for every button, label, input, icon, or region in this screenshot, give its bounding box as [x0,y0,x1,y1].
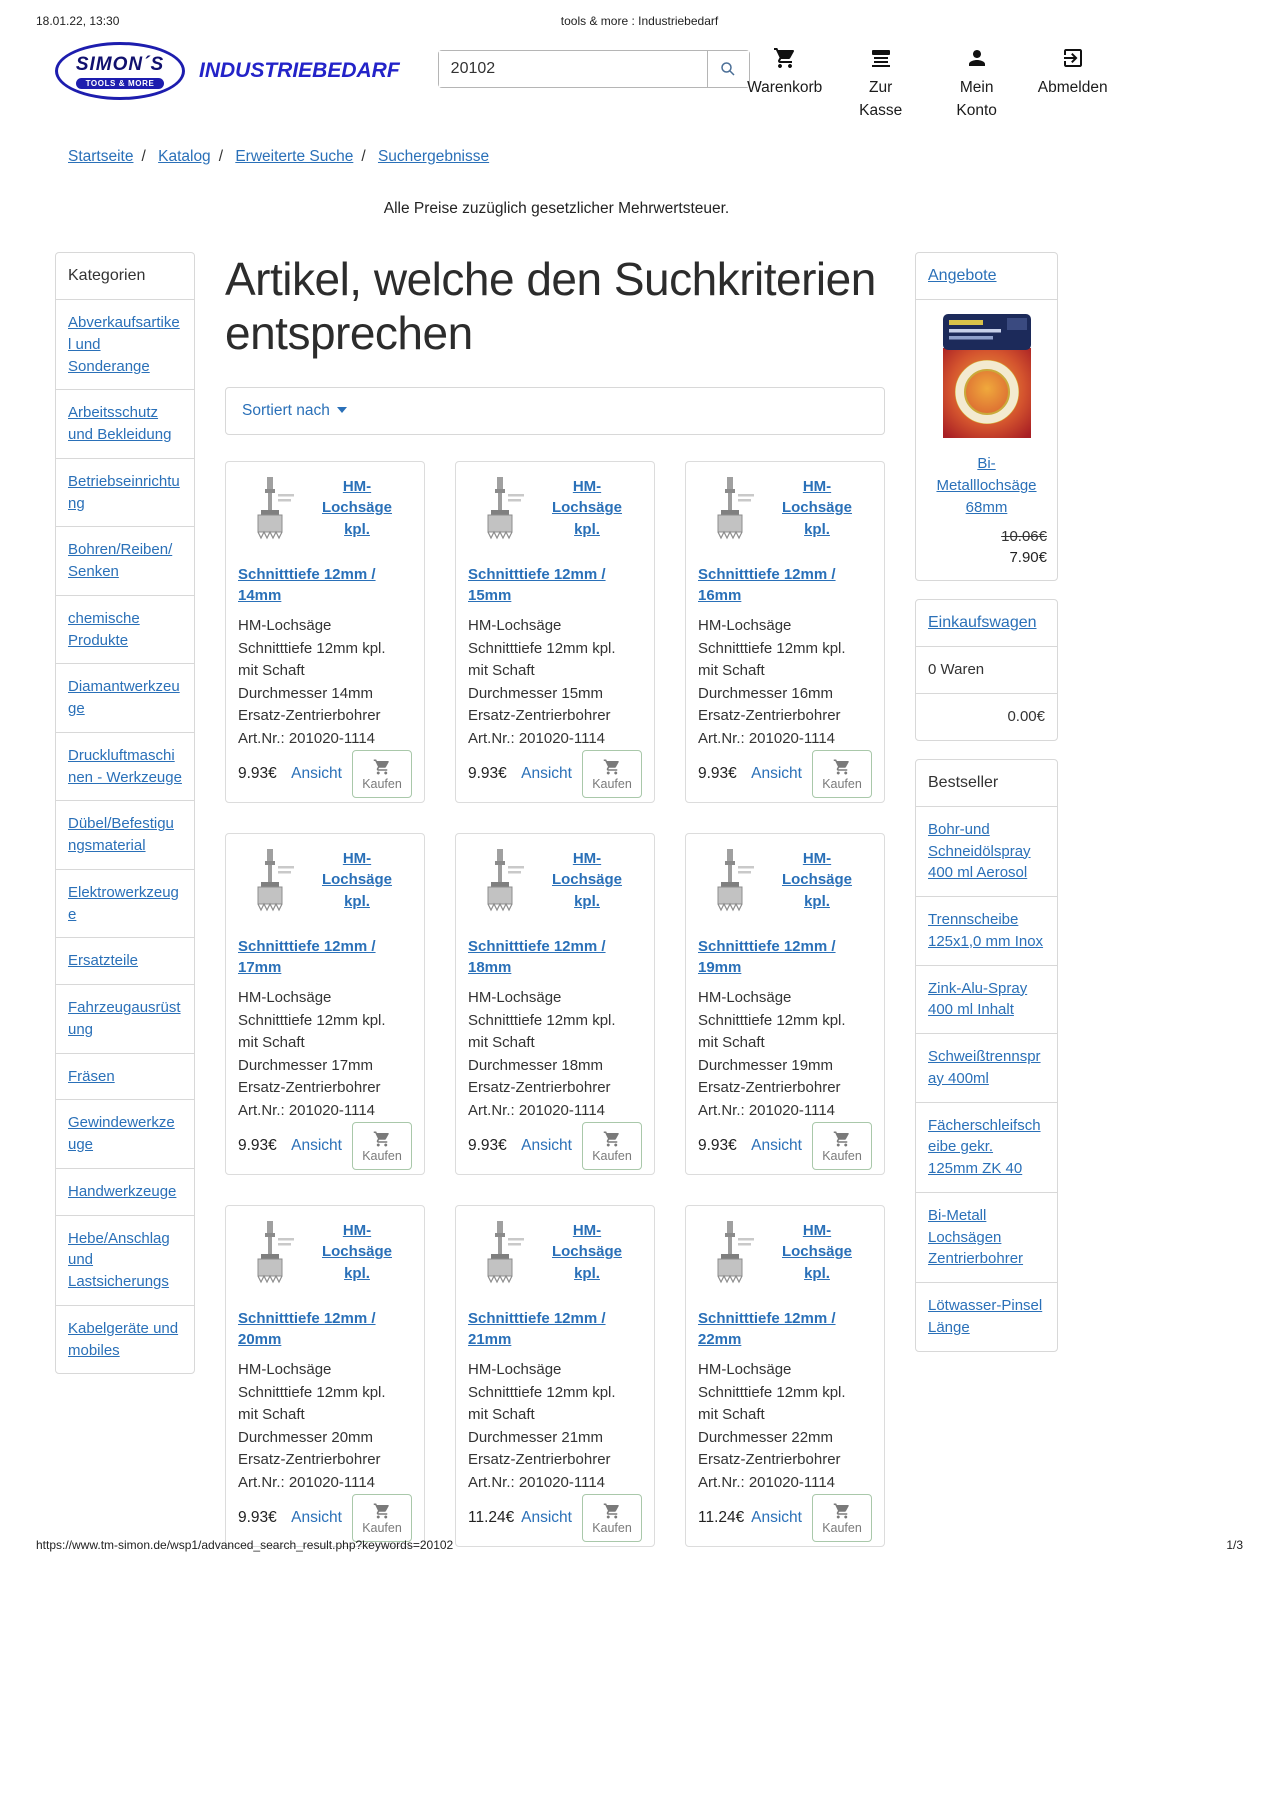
category-item [56,664,194,733]
offer-package-image [941,312,1033,440]
results-section [225,252,885,1547]
offer-body [916,300,1057,580]
category-item [56,459,194,528]
product-description: HM-Lochsäge Schnitttiefe 12mm kpl. mit Schaft Durchmesser 20mm Ersatz-Zentrierbohrer Art.Nr.: 201020-1114 [238,1361,386,1491]
bestseller-link[interactable]: Fächerschleifscheibe gekr. 125mm ZK 40 [928,1116,1041,1177]
product-card [225,461,425,803]
offer-product-image[interactable] [941,312,1033,445]
bestseller-link[interactable]: Zink-Alu-Spray 400 ml Inhalt [928,979,1028,1019]
buy-button[interactable] [812,750,872,798]
print-footer [36,1538,1243,1554]
view-link[interactable]: Ansicht [521,1137,572,1155]
category-link[interactable]: Diamantwerkzeuge [68,678,180,717]
cart-icon [603,1130,621,1148]
buy-button[interactable] [352,1122,412,1170]
main-layout [55,252,1058,1535]
buy-label: Kaufen [362,1520,402,1535]
print-title: tools & more : Industriebedarf [560,14,719,28]
product-price: 11.24€ [698,1509,745,1527]
product-thumbnail[interactable] [238,474,302,554]
product-price-row [468,1122,642,1170]
cart-icon [373,1502,391,1520]
bestseller-item [916,1103,1057,1193]
product-price-row [238,750,412,798]
category-link[interactable]: chemische Produkte [68,609,140,649]
offer-price: 7.90€ [1009,549,1047,567]
product-card [455,461,655,803]
search-bar [438,50,750,88]
breadcrumb-segment [235,148,373,165]
cart-icon [373,758,391,776]
holesaw-drawing-icon [698,474,762,554]
cart-icon [373,1130,391,1148]
product-card-top [698,474,872,554]
product-card-top [238,1218,412,1298]
category-link[interactable]: Handwerkzeuge [68,1182,177,1200]
category-link[interactable]: Betriebseinrichtung [68,472,180,512]
print-date: 18.01.22, 13:30 [36,14,120,28]
bestseller-item [916,1193,1057,1283]
product-name-link[interactable]: HM-Lochsäge kpl. [551,849,623,911]
buy-label: Kaufen [592,1520,632,1535]
bestseller-link[interactable]: Lötwasser-Pinsel Länge [928,1297,1043,1336]
view-link[interactable]: Ansicht [751,1137,802,1155]
product-price-row [468,750,642,798]
buy-button[interactable] [812,1494,872,1542]
category-item [56,1306,194,1374]
cart-icon [603,758,621,776]
product-name-link[interactable]: HM-Lochsäge kpl. [781,1221,853,1283]
cart-icon [833,1130,851,1148]
cart-icon [833,1502,851,1520]
cash-register-icon [869,46,893,70]
category-link[interactable]: Ersatzteile [68,952,139,970]
product-name-link[interactable]: HM-Lochsäge kpl. [781,849,853,911]
view-link[interactable]: Ansicht [751,1509,802,1527]
cart-icon [773,46,797,70]
category-item [56,1054,194,1101]
category-link[interactable]: Dübel/Befestigungsmaterial [68,815,174,854]
nav-zur-kasse[interactable] [846,46,916,123]
category-link[interactable]: Abverkaufsartikel und Sonderange [68,314,180,375]
product-card [685,461,885,803]
view-link[interactable]: Ansicht [291,765,342,783]
product-grid [225,461,885,1547]
cart-icon [603,1502,621,1520]
bestseller-link[interactable]: Bi-Metall Lochsägen Zentrierbohrer [928,1206,1024,1268]
product-price: 9.93€ [238,1137,277,1155]
product-description: HM-Lochsäge Schnitttiefe 12mm kpl. mit Schaft Durchmesser 21mm Ersatz-Zentrierbohrer Art.Nr.: 201020-1114 [468,1361,616,1491]
product-card [685,833,885,1175]
view-link[interactable]: Ansicht [751,765,802,783]
buy-button[interactable] [582,750,642,798]
product-price: 9.93€ [698,765,737,783]
category-item [56,1100,194,1169]
product-card-top [238,846,412,926]
product-variant-link[interactable]: Schnitttiefe 12mm / 16mm [698,565,836,605]
product-variant-link[interactable]: Schnitttiefe 12mm / 22mm [698,1309,836,1349]
product-thumbnail[interactable] [698,474,762,554]
holesaw-drawing-icon [698,846,762,926]
header-nav [747,42,1108,123]
product-price-row [238,1494,412,1542]
breadcrumb-link[interactable]: Katalog [158,148,211,165]
buy-label: Kaufen [822,776,862,791]
product-description: HM-Lochsäge Schnitttiefe 12mm kpl. mit Schaft Durchmesser 22mm Ersatz-Zentrierbohrer Art.Nr.: 201020-1114 [698,1361,846,1491]
page-title: Artikel, welche den Suchkriterien entsprechen [225,253,876,360]
holesaw-drawing-icon [238,1218,302,1298]
product-price: 9.93€ [238,765,277,783]
product-price: 9.93€ [238,1509,277,1527]
site-header [55,42,1108,123]
offers-box [915,252,1058,581]
buy-label: Kaufen [822,1520,862,1535]
footer-url: https://www.tm-simon.de/wsp1/advanced_search_result.php?keywords=20102 [36,1538,454,1552]
angebote-link[interactable]: Angebote [928,267,997,284]
category-link[interactable]: Druckluftmaschinen - Werkzeuge [68,746,182,786]
product-description: HM-Lochsäge Schnitttiefe 12mm kpl. mit Schaft Durchmesser 15mm Ersatz-Zentrierbohrer Art.Nr.: 201020-1114 [468,617,616,747]
bestseller-title: Bestseller [916,760,1057,807]
nav-label-zur-kasse: Zur Kasse [859,79,903,120]
view-link[interactable]: Ansicht [291,1509,342,1527]
product-price-row [238,1122,412,1170]
right-column [915,252,1058,1370]
category-item [56,938,194,985]
product-name-link[interactable]: HM-Lochsäge kpl. [551,1221,623,1283]
product-variant-link[interactable]: Schnitttiefe 12mm / 19mm [698,937,836,977]
offer-product-link[interactable]: Bi-Metalllochsäge 68mm [936,455,1037,516]
product-card-top [468,474,642,554]
product-card-top [698,846,872,926]
bestseller-item [916,966,1057,1035]
categories-title: Kategorien [56,253,194,300]
category-link[interactable]: Gewindewerkzeuge [68,1114,175,1153]
breadcrumb-link[interactable]: Suchergebnisse [377,148,490,165]
bestseller-item [916,897,1057,966]
logo[interactable] [55,42,400,100]
product-price: 9.93€ [698,1137,737,1155]
product-variant-link[interactable]: Schnitttiefe 12mm / 21mm [468,1309,606,1349]
buy-button[interactable] [352,750,412,798]
holesaw-drawing-icon [468,846,532,926]
product-thumbnail[interactable] [468,846,532,926]
vat-notice: Alle Preise zuzüglich gesetzlicher Mehrwertsteuer. [383,200,730,217]
buy-button[interactable] [812,1122,872,1170]
category-item [56,1216,194,1306]
nav-mein-konto[interactable] [942,46,1012,123]
nav-label-mein-konto: Mein Konto [956,79,997,120]
buy-label: Kaufen [592,1148,632,1163]
category-item [56,985,194,1054]
breadcrumb-separator: / [361,148,366,165]
bestseller-link[interactable]: Bohr-und Schneidölspray 400 ml Aerosol [928,820,1031,882]
category-item [56,1169,194,1216]
product-variant-link[interactable]: Schnitttiefe 12mm / 17mm [238,937,376,977]
product-name-link[interactable]: HM-Lochsäge kpl. [321,1221,393,1283]
logo-simons-text: SIMON´S [75,53,165,75]
nav-label-abmelden: Abmelden [1037,79,1108,96]
nav-warenkorb[interactable] [747,46,823,99]
logo-tools-more-text: TOOLS & MORE [76,78,165,89]
buy-label: Kaufen [822,1148,862,1163]
breadcrumb-link[interactable]: Erweiterte Suche [235,148,354,165]
product-thumbnail[interactable] [468,1218,532,1298]
search-button[interactable] [707,51,749,87]
view-link[interactable]: Ansicht [521,765,572,783]
product-name-link[interactable]: HM-Lochsäge kpl. [781,477,853,539]
product-variant-link[interactable]: Schnitttiefe 12mm / 18mm [468,937,606,977]
product-price: 11.24€ [468,1509,515,1527]
search-icon [719,60,737,78]
holesaw-drawing-icon [468,1218,532,1298]
logo-oval [55,42,185,100]
holesaw-drawing-icon [468,474,532,554]
buy-label: Kaufen [362,1148,402,1163]
product-variant-link[interactable]: Schnitttiefe 12mm / 20mm [238,1309,376,1349]
breadcrumb-separator: / [141,148,146,165]
holesaw-drawing-icon [238,846,302,926]
product-card [225,833,425,1175]
bestseller-link[interactable]: Schweißtrennspray 400ml [928,1048,1041,1087]
categories-sidebar [55,252,195,1374]
product-card-top [468,846,642,926]
view-link[interactable]: Ansicht [291,1137,342,1155]
categories-list [56,300,194,1373]
cart-count: 0 Waren [916,647,1057,694]
product-price-row [698,1122,872,1170]
product-description: HM-Lochsäge Schnitttiefe 12mm kpl. mit Schaft Durchmesser 14mm Ersatz-Zentrierbohrer Art.Nr.: 201020-1114 [238,617,386,747]
product-card [455,1205,655,1547]
category-link[interactable]: Bohren/Reiben/Senken [68,541,173,580]
product-card [225,1205,425,1547]
product-thumbnail[interactable] [238,1218,302,1298]
category-link[interactable]: Arbeitsschutz und Bekleidung [68,404,172,443]
buy-button[interactable] [352,1494,412,1542]
print-header [36,14,1243,30]
offer-old-price: 10.06€ [1001,528,1047,546]
caret-down-icon [337,407,347,413]
product-price-row [698,1494,872,1542]
logout-icon [1061,46,1085,70]
category-item [56,300,194,390]
category-link[interactable]: Elektrowerkzeuge [68,883,179,923]
product-variant-link[interactable]: Schnitttiefe 12mm / 15mm [468,565,606,605]
bestseller-item [916,1283,1057,1351]
product-thumbnail[interactable] [698,846,762,926]
footer-page-number: 1/3 [1226,1538,1243,1552]
einkaufswagen-link[interactable]: Einkaufswagen [928,614,1037,632]
breadcrumb-segment [68,148,154,165]
category-item [56,527,194,596]
product-thumbnail[interactable] [468,474,532,554]
holesaw-drawing-icon [698,1218,762,1298]
category-item [56,733,194,802]
sort-dropdown[interactable] [242,402,347,419]
buy-button[interactable] [582,1122,642,1170]
product-description: HM-Lochsäge Schnitttiefe 12mm kpl. mit Schaft Durchmesser 17mm Ersatz-Zentrierbohrer Art.Nr.: 201020-1114 [238,989,386,1119]
cart-box-header [916,600,1057,647]
category-item [56,801,194,870]
bestseller-list [916,807,1057,1351]
product-name-link[interactable]: HM-Lochsäge kpl. [321,477,393,539]
product-description: HM-Lochsäge Schnitttiefe 12mm kpl. mit Schaft Durchmesser 19mm Ersatz-Zentrierbohrer Art.Nr.: 201020-1114 [698,989,846,1119]
breadcrumb-segment [158,148,231,165]
product-description: HM-Lochsäge Schnitttiefe 12mm kpl. mit Schaft Durchmesser 16mm Ersatz-Zentrierbohrer Art.Nr.: 201020-1114 [698,617,846,747]
sort-box [225,387,885,435]
category-link[interactable]: Kabelgeräte und mobiles [68,1319,179,1359]
bestseller-link[interactable]: Trennscheibe 125x1,0 mm Inox [928,911,1044,950]
category-link[interactable]: Hebe/Anschlag und Lastsicherungs [68,1229,170,1290]
category-link[interactable]: Fahrzeugausrüstung [68,999,181,1038]
buy-label: Kaufen [592,776,632,791]
cart-box [915,599,1058,741]
product-name-link[interactable]: HM-Lochsäge kpl. [551,477,623,539]
breadcrumb-separator: / [218,148,223,165]
bestseller-box [915,759,1058,1352]
product-description: HM-Lochsäge Schnitttiefe 12mm kpl. mit Schaft Durchmesser 18mm Ersatz-Zentrierbohrer Art.Nr.: 201020-1114 [468,989,616,1119]
product-price-row [468,1494,642,1542]
breadcrumb-link[interactable]: Startseite [68,148,134,165]
category-item [56,870,194,939]
product-variant-link[interactable]: Schnitttiefe 12mm / 14mm [238,565,376,605]
product-card [685,1205,885,1547]
sort-label: Sortiert nach [242,401,330,419]
cart-total: 0.00€ [1007,708,1045,725]
category-item [56,596,194,665]
product-card [455,833,655,1175]
category-item [56,390,194,459]
product-price-row [698,750,872,798]
product-name-link[interactable]: HM-Lochsäge kpl. [321,849,393,911]
bestseller-item [916,807,1057,897]
category-link[interactable]: Fräsen [68,1067,115,1085]
cart-icon [833,758,851,776]
search-input[interactable] [439,51,707,87]
bestseller-item [916,1034,1057,1103]
product-price: 9.93€ [468,765,507,783]
product-card-top [468,1218,642,1298]
nav-label-warenkorb: Warenkorb [747,79,823,96]
product-thumbnail[interactable] [698,1218,762,1298]
logo-brand-text: INDUSTRIEBEDARF [199,59,400,82]
product-thumbnail[interactable] [238,846,302,926]
product-card-top [238,474,412,554]
holesaw-drawing-icon [238,474,302,554]
offers-header [916,253,1057,300]
buy-button[interactable] [582,1494,642,1542]
buy-label: Kaufen [362,776,402,791]
breadcrumb [68,148,489,166]
view-link[interactable]: Ansicht [521,1509,572,1527]
product-card-top [698,1218,872,1298]
user-icon [965,46,989,70]
breadcrumb-segment [378,148,489,165]
product-price: 9.93€ [468,1137,507,1155]
nav-abmelden[interactable] [1038,46,1108,99]
